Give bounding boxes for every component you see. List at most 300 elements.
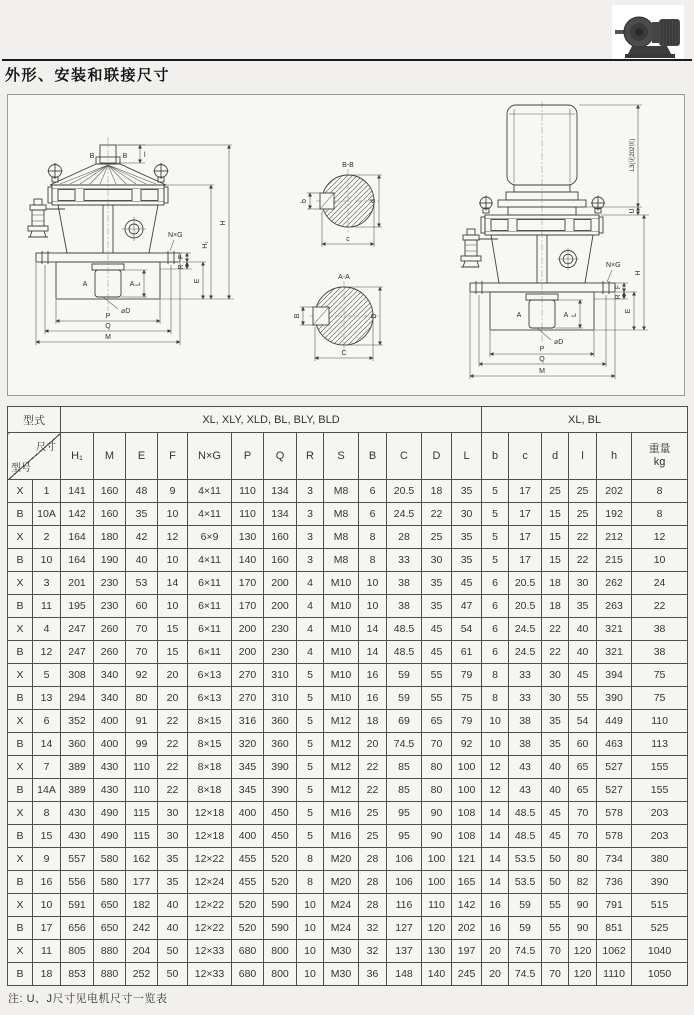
value-cell: 10 [297,917,324,940]
value-cell: 252 [126,963,158,986]
value-cell: 130 [232,526,264,549]
value-cell: 70 [542,940,569,963]
value-cell: 120 [422,917,452,940]
value-cell: 74.5 [387,733,422,756]
col-header: B [359,433,387,480]
value-cell: 106 [387,871,422,894]
value-cell: 230 [94,572,126,595]
value-cell: 12×18 [188,825,232,848]
value-cell: 45 [542,825,569,848]
value-cell: 800 [264,963,297,986]
value-cell: 6 [482,641,509,664]
value-cell: 5 [297,802,324,825]
value-cell: 25 [359,802,387,825]
value-cell: 35 [158,848,188,871]
value-cell: 247 [61,618,94,641]
value-cell: 1110 [597,963,632,986]
dim-label-L3: L3(见202页) [630,138,636,172]
value-cell: 14 [359,641,387,664]
value-cell: 310 [264,664,297,687]
value-cell: 17 [509,549,542,572]
value-cell: 170 [232,595,264,618]
value-cell: 70 [542,963,569,986]
value-cell: 100 [452,756,482,779]
value-cell: 345 [232,756,264,779]
value-cell: 80 [126,687,158,710]
value-cell: 805 [61,940,94,963]
value-cell: 54 [569,710,597,733]
value-cell: 48.5 [387,641,422,664]
value-cell: M12 [324,756,359,779]
value-cell: M8 [324,480,359,503]
section-mark-b: B [89,153,95,160]
type-cell: X [8,526,33,549]
col-header: R [297,433,324,480]
value-cell: 17 [509,503,542,526]
value-cell: 25 [422,526,452,549]
value-cell: M10 [324,618,359,641]
value-cell: 650 [94,894,126,917]
value-cell: 16 [359,664,387,687]
value-cell: 10 [359,595,387,618]
dim-label-M: M [105,334,111,341]
value-cell: 515 [632,894,688,917]
value-cell: 578 [597,825,632,848]
value-cell: 8×15 [188,710,232,733]
value-cell: 141 [61,480,94,503]
value-cell: M10 [324,687,359,710]
value-cell: 24 [632,572,688,595]
value-cell: 155 [632,779,688,802]
value-cell: 556 [61,871,94,894]
table-row [8,480,688,503]
value-cell: 6 [359,503,387,526]
dim-label-F: F [178,254,185,260]
dimension-drawings-panel [7,94,685,396]
value-cell: 59 [387,687,422,710]
value-cell: 40 [569,618,597,641]
value-cell: 10 [359,572,387,595]
col-header: L [452,433,482,480]
value-cell: 22 [359,756,387,779]
value-cell: 116 [387,894,422,917]
value-cell: 55 [542,917,569,940]
value-cell: 590 [264,894,297,917]
model-cell: 6 [33,710,61,733]
value-cell: 75 [632,687,688,710]
model-cell: 3 [33,572,61,595]
value-cell: 95 [387,825,422,848]
model-cell: 10 [33,549,61,572]
value-cell: 90 [569,917,597,940]
value-cell: 33 [509,687,542,710]
model-cell: 2 [33,526,61,549]
value-cell: 40 [542,756,569,779]
value-cell: 455 [232,871,264,894]
value-cell: 270 [232,687,264,710]
value-cell: 25 [569,503,597,526]
value-cell: 38 [509,733,542,756]
value-cell: 50 [542,848,569,871]
dim-label-shaft-dia: ⌀D [554,339,564,346]
value-cell: 35 [452,549,482,572]
value-cell: 100 [422,848,452,871]
value-cell: 12×22 [188,894,232,917]
value-cell: M10 [324,664,359,687]
value-cell: 50 [158,940,188,963]
value-cell: 15 [542,549,569,572]
value-cell: 195 [61,595,94,618]
value-cell: M24 [324,894,359,917]
table-row [8,526,688,549]
value-cell: 262 [597,572,632,595]
value-cell: 3 [297,503,324,526]
value-cell: 3 [297,549,324,572]
value-cell: 80 [422,756,452,779]
value-cell: 110 [126,756,158,779]
value-cell: 22 [542,641,569,664]
value-cell: 352 [61,710,94,733]
value-cell: 14 [482,825,509,848]
dim-label-H: H [635,270,642,276]
section-mark-a: A [82,281,88,288]
value-cell: 30 [569,572,597,595]
value-cell: 201 [61,572,94,595]
table-row [8,825,688,848]
value-cell: 263 [597,595,632,618]
col-header: h [597,433,632,480]
value-cell: 14 [482,802,509,825]
value-cell: 70 [569,802,597,825]
value-cell: 99 [126,733,158,756]
value-cell: 10 [632,549,688,572]
value-cell: 35 [422,572,452,595]
value-cell: 140 [232,549,264,572]
value-cell: 294 [61,687,94,710]
value-cell: 390 [264,779,297,802]
value-cell: 360 [264,710,297,733]
value-cell: M30 [324,963,359,986]
value-cell: 115 [126,825,158,848]
value-cell: 20.5 [509,595,542,618]
type-cell: X [8,664,33,687]
value-cell: 43 [509,756,542,779]
value-cell: 28 [359,848,387,871]
value-cell: 10 [158,549,188,572]
value-cell: 121 [452,848,482,871]
dim-label-P: P [105,313,111,320]
section-aa [294,274,383,361]
value-cell: 22 [569,549,597,572]
value-cell: 6×13 [188,687,232,710]
value-cell: 120 [569,963,597,986]
value-cell: 75 [632,664,688,687]
value-cell: 53 [126,572,158,595]
dim-label-l-input: l [144,152,146,159]
value-cell: 360 [61,733,94,756]
col-header: P [232,433,264,480]
dim-label-E: E [625,308,632,314]
table-row [8,572,688,595]
model-cell: 18 [33,963,61,986]
value-cell: 59 [387,664,422,687]
value-cell: 20.5 [509,572,542,595]
model-cell: 7 [33,756,61,779]
dim-label-D: D [371,313,378,319]
right-outline-drawing [461,101,649,379]
value-cell: 12×22 [188,917,232,940]
value-cell: 130 [422,940,452,963]
model-cell: 10A [33,503,61,526]
type-cell: B [8,549,33,572]
value-cell: M8 [324,526,359,549]
value-cell: 6 [482,572,509,595]
type-cell: B [8,963,33,986]
value-cell: 28 [359,871,387,894]
table-row [8,940,688,963]
value-cell: 5 [297,756,324,779]
value-cell: 17 [509,526,542,549]
value-cell: 164 [61,526,94,549]
value-cell: 5 [482,480,509,503]
value-cell: 736 [597,871,632,894]
dim-label-NxG: N×G [606,262,621,269]
value-cell: M20 [324,848,359,871]
value-cell: M10 [324,595,359,618]
table-row [8,664,688,687]
value-cell: 320 [232,733,264,756]
value-cell: 43 [509,779,542,802]
value-cell: 5 [297,687,324,710]
value-cell: 38 [632,641,688,664]
value-cell: 8×18 [188,779,232,802]
value-cell: 134 [264,503,297,526]
section-mark-a: A [516,312,522,319]
value-cell: 142 [452,894,482,917]
model-cell: 12 [33,641,61,664]
header-size-model [8,433,61,480]
model-cell: 11 [33,940,61,963]
value-cell: 14 [158,572,188,595]
value-cell: 40 [126,549,158,572]
header-size-label: 尺寸 [36,442,56,453]
value-cell: 260 [94,618,126,641]
value-cell: 33 [509,664,542,687]
value-cell: 15 [542,526,569,549]
value-cell: 160 [264,526,297,549]
type-cell: X [8,802,33,825]
value-cell: 65 [422,710,452,733]
col-header: l [569,433,597,480]
value-cell: 20 [482,963,509,986]
type-cell: B [8,503,33,526]
value-cell: 53.5 [509,848,542,871]
type-cell: X [8,894,33,917]
type-cell: X [8,618,33,641]
value-cell: 25 [542,480,569,503]
value-cell: 321 [597,618,632,641]
section-aa-title: A-A [338,274,350,281]
col-header: Q [264,433,297,480]
value-cell: 92 [126,664,158,687]
value-cell: 360 [264,733,297,756]
value-cell: 182 [126,894,158,917]
value-cell: 69 [387,710,422,733]
value-cell: 20.5 [387,480,422,503]
value-cell: 4×11 [188,549,232,572]
value-cell: 22 [542,618,569,641]
value-cell: 70 [422,733,452,756]
value-cell: 40 [158,917,188,940]
value-cell: 8 [297,848,324,871]
model-cell: 14A [33,779,61,802]
value-cell: 202 [452,917,482,940]
model-cell: 5 [33,664,61,687]
value-cell: 142 [61,503,94,526]
value-cell: 45 [542,802,569,825]
value-cell: 30 [422,549,452,572]
value-cell: 680 [232,963,264,986]
value-cell: 38 [387,595,422,618]
value-cell: 60 [126,595,158,618]
value-cell: 400 [232,802,264,825]
value-cell: 75 [452,687,482,710]
dim-label-P: P [539,346,545,353]
header-group-xlbl: XL, BL [482,407,688,433]
value-cell: 55 [569,687,597,710]
value-cell: 6×9 [188,526,232,549]
value-cell: M12 [324,733,359,756]
value-cell: 12 [158,526,188,549]
header-group-main: XL, XLY, XLD, BL, BLY, BLD [61,407,482,433]
value-cell: M12 [324,710,359,733]
value-cell: 247 [61,641,94,664]
value-cell: 95 [387,802,422,825]
value-cell: 321 [597,641,632,664]
dim-label-d: d [370,199,377,203]
value-cell: 35 [452,480,482,503]
dim-label-c: c [346,236,350,243]
model-cell: 13 [33,687,61,710]
value-cell: 32 [359,940,387,963]
value-cell: 5 [482,526,509,549]
value-cell: 394 [597,664,632,687]
value-cell: 734 [597,848,632,871]
value-cell: 578 [597,802,632,825]
value-cell: 340 [94,664,126,687]
value-cell: 33 [387,549,422,572]
dim-label-R: R [615,294,622,300]
value-cell: 70 [126,618,158,641]
value-cell: 91 [126,710,158,733]
value-cell: 9 [158,480,188,503]
value-cell: 45 [569,664,597,687]
value-cell: 6 [359,480,387,503]
value-cell: 30 [158,802,188,825]
value-cell: 4 [297,641,324,664]
type-cell: X [8,756,33,779]
value-cell: 8 [632,503,688,526]
value-cell: 245 [452,963,482,986]
value-cell: 48.5 [509,802,542,825]
value-cell: 527 [597,756,632,779]
value-cell: 6×11 [188,572,232,595]
col-header: c [509,433,542,480]
value-cell: 22 [158,756,188,779]
value-cell: 650 [94,917,126,940]
value-cell: 203 [632,802,688,825]
value-cell: M10 [324,641,359,664]
value-cell: 38 [509,710,542,733]
value-cell: 200 [232,618,264,641]
value-cell: 180 [94,526,126,549]
value-cell: 4×11 [188,503,232,526]
value-cell: 197 [452,940,482,963]
value-cell: 680 [232,940,264,963]
value-cell: 390 [632,871,688,894]
dim-label-L: L [135,282,142,286]
value-cell: 580 [94,848,126,871]
value-cell: 10 [158,595,188,618]
table-row [8,917,688,940]
value-cell: 430 [61,825,94,848]
value-cell: 400 [232,825,264,848]
value-cell: 28 [359,894,387,917]
value-cell: M20 [324,871,359,894]
section-bb [301,162,382,247]
value-cell: 110 [126,779,158,802]
value-cell: 59 [509,894,542,917]
value-cell: 113 [632,733,688,756]
value-cell: 79 [452,664,482,687]
value-cell: 8×15 [188,733,232,756]
value-cell: 12 [482,779,509,802]
weight-unit: kg [653,456,666,468]
value-cell: 170 [232,572,264,595]
value-cell: 22 [569,526,597,549]
value-cell: 6×13 [188,664,232,687]
value-cell: 17 [509,480,542,503]
value-cell: M24 [324,917,359,940]
value-cell: 230 [264,618,297,641]
value-cell: 12×33 [188,940,232,963]
col-header: b [482,433,509,480]
value-cell: 6×11 [188,641,232,664]
value-cell: 108 [452,825,482,848]
value-cell: 48.5 [509,825,542,848]
value-cell: 18 [542,595,569,618]
value-cell: 449 [597,710,632,733]
value-cell: 203 [632,825,688,848]
table-row [8,802,688,825]
value-cell: 160 [94,503,126,526]
value-cell: 15 [158,641,188,664]
value-cell: 8 [297,871,324,894]
value-cell: 10 [297,940,324,963]
value-cell: 25 [359,825,387,848]
value-cell: 22 [158,710,188,733]
model-cell: 16 [33,871,61,894]
value-cell: M30 [324,940,359,963]
value-cell: 1040 [632,940,688,963]
value-cell: 430 [94,756,126,779]
value-cell: 48.5 [387,618,422,641]
dim-label-L: L [571,313,578,317]
value-cell: 74.5 [509,940,542,963]
value-cell: 308 [61,664,94,687]
value-cell: 5 [297,779,324,802]
value-cell: 22 [632,595,688,618]
